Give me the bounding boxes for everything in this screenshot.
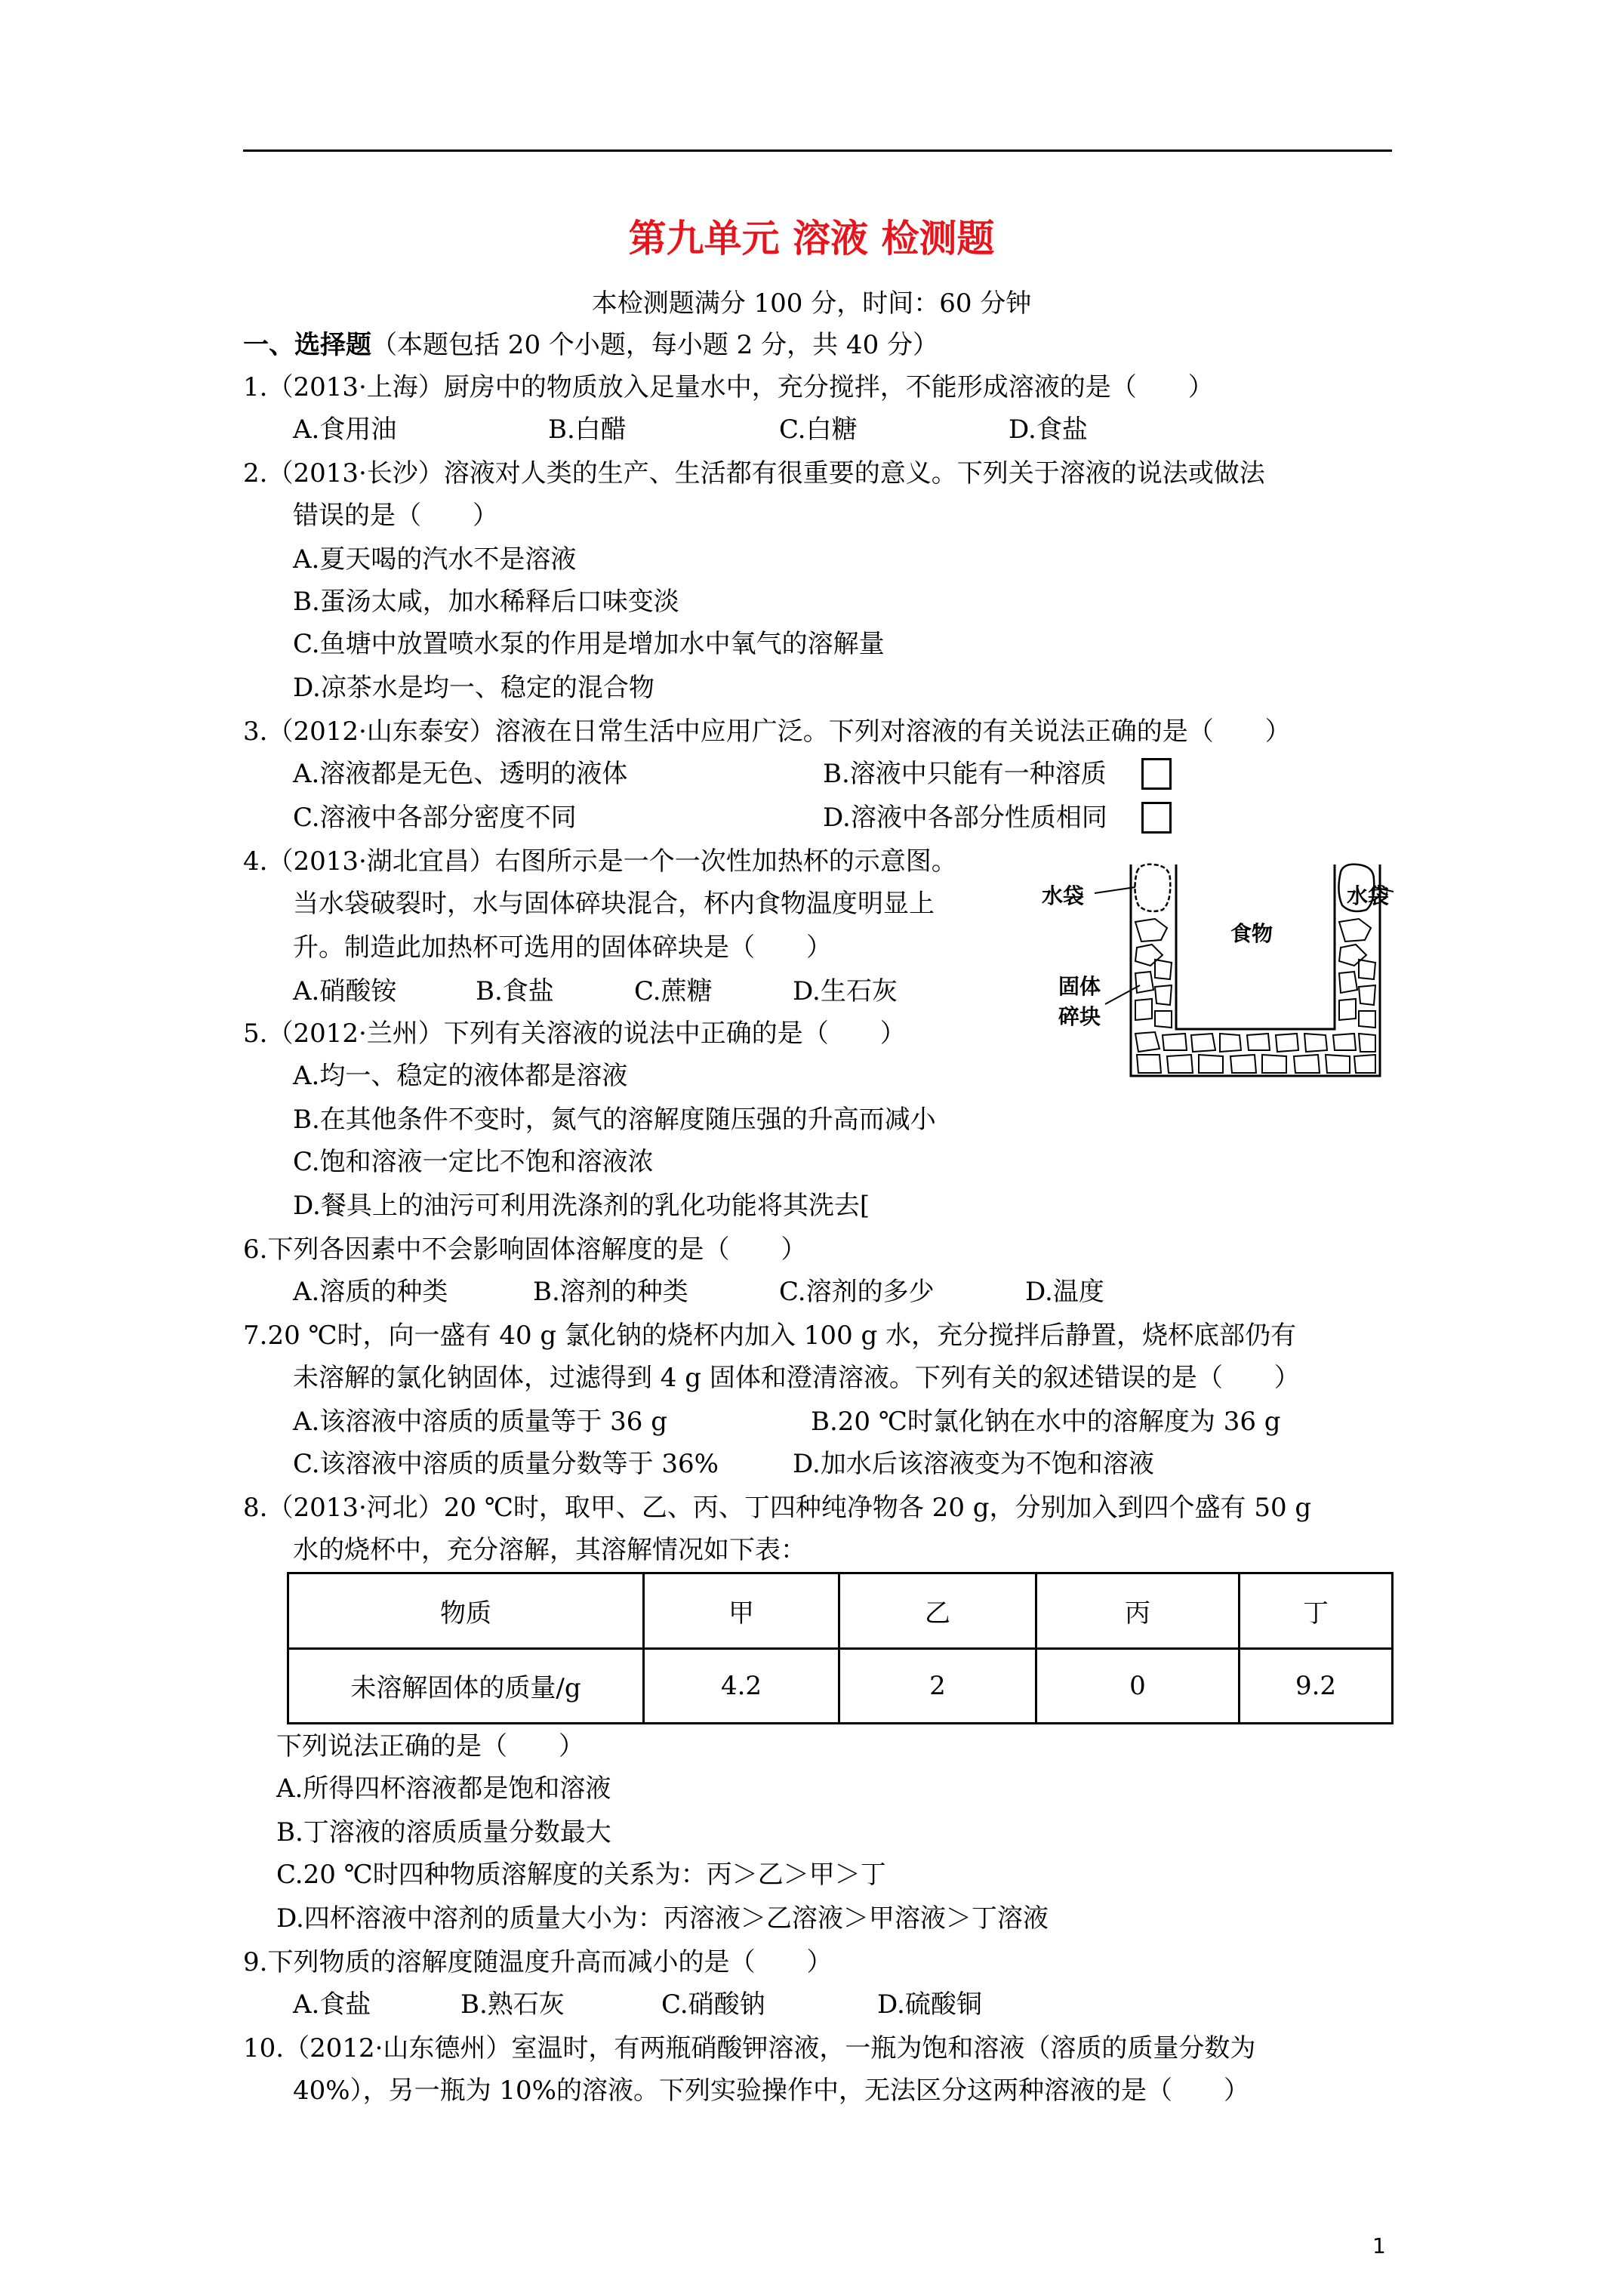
fig-label-food: 食物	[1230, 921, 1273, 946]
q1-option-a: A.食用油	[293, 415, 397, 445]
q9-option-c: C.硝酸钠	[661, 1989, 765, 2020]
q8-option-b: B.丁溶液的溶质质量分数最大	[276, 1817, 611, 1848]
q6-option-c: C.溶剂的多少	[779, 1277, 935, 1307]
q8-stem: 8.（2013·河北）20 ℃时，取甲、乙、丙、丁四种纯净物各 20 g，分别加入到四个盛有 50 g	[243, 1493, 1312, 1523]
q10-stem-cont: 40%），另一瓶为 10%的溶液。下列实验操作中，无法区分这两种溶液的是（ ）	[293, 2076, 1249, 2106]
q2-stem: 2.（2013·长沙）溶液对人类的生产、生活都有很重要的意义。下列关于溶液的说法或做法	[243, 458, 1265, 488]
q1-option-c: C.白糖	[779, 415, 858, 445]
q7-option-b: B.20 ℃时氯化钠在水中的溶解度为 36 g	[811, 1407, 1281, 1437]
q10-stem: 10.（2012·山东德州）室温时，有两瓶硝酸钾溶液，一瓶为饱和溶液（溶质的质量分数为	[243, 2033, 1256, 2063]
q7-stem-cont: 未溶解的氯化钠固体，过滤得到 4 g 固体和澄清溶液。下列有关的叙述错误的是（ ）	[293, 1363, 1300, 1393]
q9-stem: 9.下列物质的溶解度随温度升高而减小的是（ ）	[243, 1947, 833, 1977]
table-header-cell: 乙	[839, 1573, 1036, 1649]
fig-label-water-bag-right: 水袋	[1347, 883, 1390, 908]
q1-option-d: D.食盐	[1009, 415, 1088, 445]
q6-option-b: B.溶剂的种类	[533, 1277, 688, 1307]
q7-option-c: C.该溶液中溶质的质量分数等于 36%	[293, 1449, 719, 1479]
q4-line-1: 4.（2013·湖北宜昌）右图所示是一个一次性加热杯的示意图。	[243, 846, 957, 877]
q5-option-c: C.饱和溶液一定比不饱和溶液浓	[293, 1147, 654, 1177]
q5-option-d: D.餐具上的油污可利用洗涤剂的乳化功能将其洗去[	[293, 1191, 870, 1221]
q5-stem: 5.（2012·兰州）下列有关溶液的说法中正确的是（ ）	[243, 1019, 906, 1049]
table-row	[288, 1648, 1393, 1724]
solubility-table	[287, 1572, 1394, 1724]
q8-stem-cont: 水的烧杯中，充分溶解，其溶解情况如下表：	[293, 1535, 806, 1565]
q7-option-a: A.该溶液中溶质的质量等于 36 g	[293, 1407, 668, 1437]
page-title: 第九单元 溶液 检测题	[628, 217, 995, 260]
q8-option-c: C.20 ℃时四种物质溶解度的关系为：丙＞乙＞甲＞丁	[276, 1860, 886, 1890]
table-cell: 未溶解固体的质量/g	[288, 1648, 644, 1724]
section-heading: 一、选择题	[243, 330, 371, 360]
q2-option-c: C.鱼塘中放置喷水泵的作用是增加水中氧气的溶解量	[293, 629, 885, 659]
table-cell: 0	[1036, 1648, 1240, 1724]
q5-option-a: A.均一、稳定的液体都是溶液	[293, 1061, 628, 1091]
q1-option-b: B.白醋	[548, 415, 627, 445]
fig-label-water-bag-left: 水袋	[1042, 883, 1085, 908]
section-note: （本题包括 20 个小题，每小题 2 分，共 40 分）	[371, 330, 939, 360]
q2-option-a: A.夏天喝的汽水不是溶液	[293, 544, 577, 575]
q4-option-d: D.生石灰	[793, 976, 898, 1006]
q3-stem: 3.（2012·山东泰安）溶液在日常生活中应用广泛。下列对溶液的有关说法正确的是（ ）	[243, 717, 1291, 747]
fig-label-solid-2: 碎块	[1058, 1004, 1101, 1029]
q6-option-d: D.温度	[1025, 1277, 1104, 1307]
q4-option-b: B.食盐	[476, 976, 554, 1006]
table-header-cell: 甲	[644, 1573, 839, 1649]
q5-option-b: B.在其他条件不变时，氮气的溶解度随压强的升高而减小	[293, 1105, 936, 1135]
q1-stem: 1.（2013·上海）厨房中的物质放入足量水中，充分搅拌，不能形成溶液的是（ ）	[243, 372, 1214, 402]
q6-option-a: A.溶质的种类	[293, 1277, 448, 1307]
q8-prompt: 下列说法正确的是（ ）	[276, 1731, 584, 1761]
q2-option-d: D.凉茶水是均一、稳定的混合物	[293, 673, 654, 703]
q4-line-3: 升。制造此加热杯可选用的固体碎块是（ ）	[293, 932, 832, 963]
q4-line-2: 当水袋破裂时，水与固体碎块混合，杯内食物温度明显上	[293, 889, 935, 919]
q3-option-a: A.溶液都是无色、透明的液体	[293, 759, 628, 789]
page-number: 1	[1372, 2233, 1386, 2258]
answer-box	[1141, 802, 1172, 834]
heating-cup-figure	[1042, 849, 1397, 1091]
q9-option-a: A.食盐	[293, 1989, 371, 2020]
table-cell: 2	[839, 1648, 1036, 1724]
q3-option-b: B.溶液中只能有一种溶质	[823, 759, 1107, 789]
q9-option-b: B.熟石灰	[460, 1989, 565, 2020]
q6-stem: 6.下列各因素中不会影响固体溶解度的是（ ）	[243, 1234, 807, 1265]
header-rule	[243, 149, 1392, 152]
q4-option-c: C.蔗糖	[634, 976, 713, 1006]
q8-option-a: A.所得四杯溶液都是饱和溶液	[276, 1774, 611, 1804]
q2-option-b: B.蛋汤太咸，加水稀释后口味变淡	[293, 587, 679, 617]
table-header-row	[288, 1573, 1393, 1649]
q9-option-d: D.硫酸铜	[877, 1989, 982, 2020]
table-cell: 9.2	[1240, 1648, 1393, 1724]
exam-info: 本检测题满分 100 分，时间：60 分钟	[591, 288, 1032, 319]
q8-option-d: D.四杯溶液中溶剂的质量大小为：丙溶液＞乙溶液＞甲溶液＞丁溶液	[276, 1903, 1049, 1934]
fig-label-solid-1: 固体	[1058, 974, 1101, 999]
q3-option-c: C.溶液中各部分密度不同	[293, 803, 577, 833]
section-heading-line	[243, 328, 938, 362]
q2-stem-cont: 错误的是（ ）	[293, 501, 498, 531]
table-header-cell: 物质	[288, 1573, 644, 1649]
q7-stem: 7.20 ℃时，向一盛有 40 g 氯化钠的烧杯内加入 100 g 水，充分搅拌后静置，烧杯底部仍有	[243, 1321, 1297, 1351]
table-cell: 4.2	[644, 1648, 839, 1724]
table-header-cell: 丁	[1240, 1573, 1393, 1649]
q4-option-a: A.硝酸铵	[293, 976, 397, 1006]
q3-option-d: D.溶液中各部分性质相同	[823, 803, 1107, 833]
answer-box	[1141, 758, 1172, 790]
table-header-cell: 丙	[1036, 1573, 1240, 1649]
q7-option-d: D.加水后该溶液变为不饱和溶液	[793, 1449, 1154, 1479]
